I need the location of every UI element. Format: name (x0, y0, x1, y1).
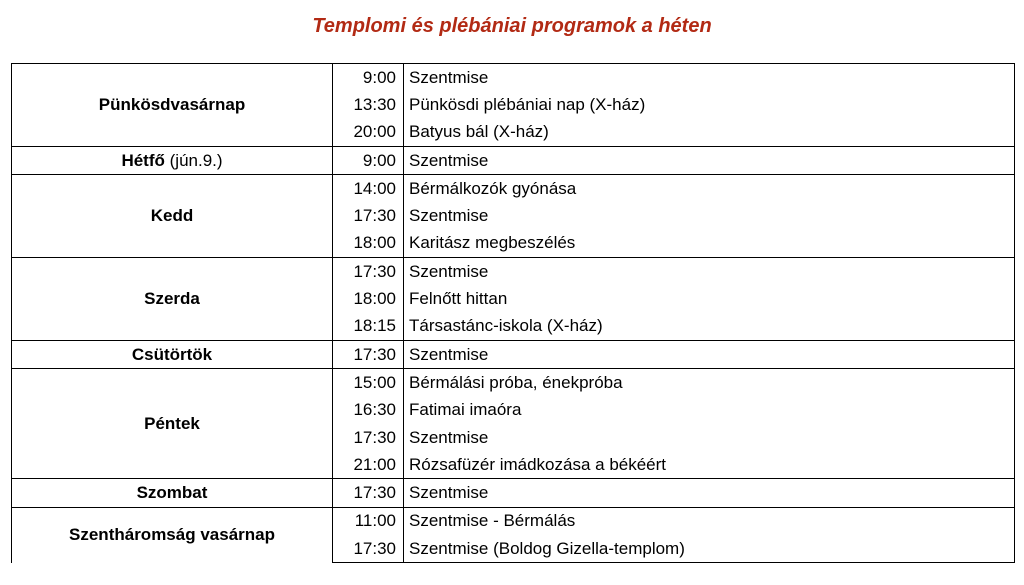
time-cell: 17:30 (333, 258, 404, 286)
event-cell: Fatimai imaóra (404, 397, 1015, 424)
event-cell: Szentmise (404, 146, 1015, 174)
time-cell: 16:30 (333, 397, 404, 424)
day-cell (12, 507, 333, 563)
day-name: Csütörtök (131, 344, 213, 364)
schedule-row (12, 369, 1015, 397)
time-cell: 17:30 (333, 202, 404, 229)
event-cell: Szentmise (404, 340, 1015, 368)
event-cell: Szentmise (Boldog Gizella-templom) (404, 535, 1015, 563)
event-cell: Társastánc-iskola (X-ház) (404, 313, 1015, 341)
time-cell: 17:30 (333, 535, 404, 563)
schedule-row (12, 175, 1015, 203)
time-cell: 11:00 (333, 507, 404, 535)
day-name: Szombat (136, 483, 208, 503)
event-cell: Pünkösdi plébániai nap (X-ház) (404, 91, 1015, 118)
time-cell: 15:00 (333, 369, 404, 397)
time-cell: 21:00 (333, 451, 404, 479)
day-cell (12, 369, 333, 479)
day-note: (jún.9.) (164, 150, 223, 170)
day-cell (12, 146, 333, 174)
day-cell (12, 479, 333, 507)
schedule-body (12, 64, 1015, 563)
time-cell: 17:30 (333, 424, 404, 451)
schedule-row (12, 146, 1015, 174)
time-cell: 17:30 (333, 340, 404, 368)
event-cell: Szentmise (404, 202, 1015, 229)
time-cell: 17:30 (333, 479, 404, 507)
time-cell: 20:00 (333, 119, 404, 147)
day-name: Pünkösdvasárnap (98, 94, 246, 114)
event-cell: Felnőtt hittan (404, 285, 1015, 312)
time-cell: 14:00 (333, 175, 404, 203)
event-cell: Szentmise (404, 258, 1015, 286)
day-name: Hétfő (121, 150, 165, 170)
time-cell: 9:00 (333, 64, 404, 92)
event-cell: Szentmise (404, 424, 1015, 451)
time-cell: 18:00 (333, 230, 404, 258)
day-name: Kedd (150, 206, 194, 226)
time-cell: 18:00 (333, 285, 404, 312)
day-cell (12, 175, 333, 258)
page-title: Templomi és plébániai programok a héten (312, 15, 712, 37)
event-cell: Szentmise (404, 64, 1015, 92)
schedule-row (12, 479, 1015, 507)
event-cell: Batyus bál (X-ház) (404, 119, 1015, 147)
event-cell: Bérmálási próba, énekpróba (404, 369, 1015, 397)
day-cell (12, 340, 333, 368)
day-name: Szentháromság vasárnap (69, 525, 275, 545)
time-cell: 13:30 (333, 91, 404, 118)
event-cell: Rózsafüzér imádkozása a békéért (404, 451, 1015, 479)
event-cell: Karitász megbeszélés (404, 230, 1015, 258)
time-cell: 9:00 (333, 146, 404, 174)
day-cell (12, 64, 333, 147)
schedule-table (11, 63, 1015, 563)
day-name: Péntek (144, 413, 200, 433)
schedule-row (12, 340, 1015, 368)
schedule-row (12, 64, 1015, 92)
event-cell: Szentmise (404, 479, 1015, 507)
time-cell: 18:15 (333, 313, 404, 341)
day-cell (12, 258, 333, 341)
schedule-row (12, 507, 1015, 535)
day-name: Szerda (144, 289, 200, 309)
event-cell: Szentmise - Bérmálás (404, 507, 1015, 535)
event-cell: Bérmálkozók gyónása (404, 175, 1015, 203)
schedule-row (12, 258, 1015, 286)
